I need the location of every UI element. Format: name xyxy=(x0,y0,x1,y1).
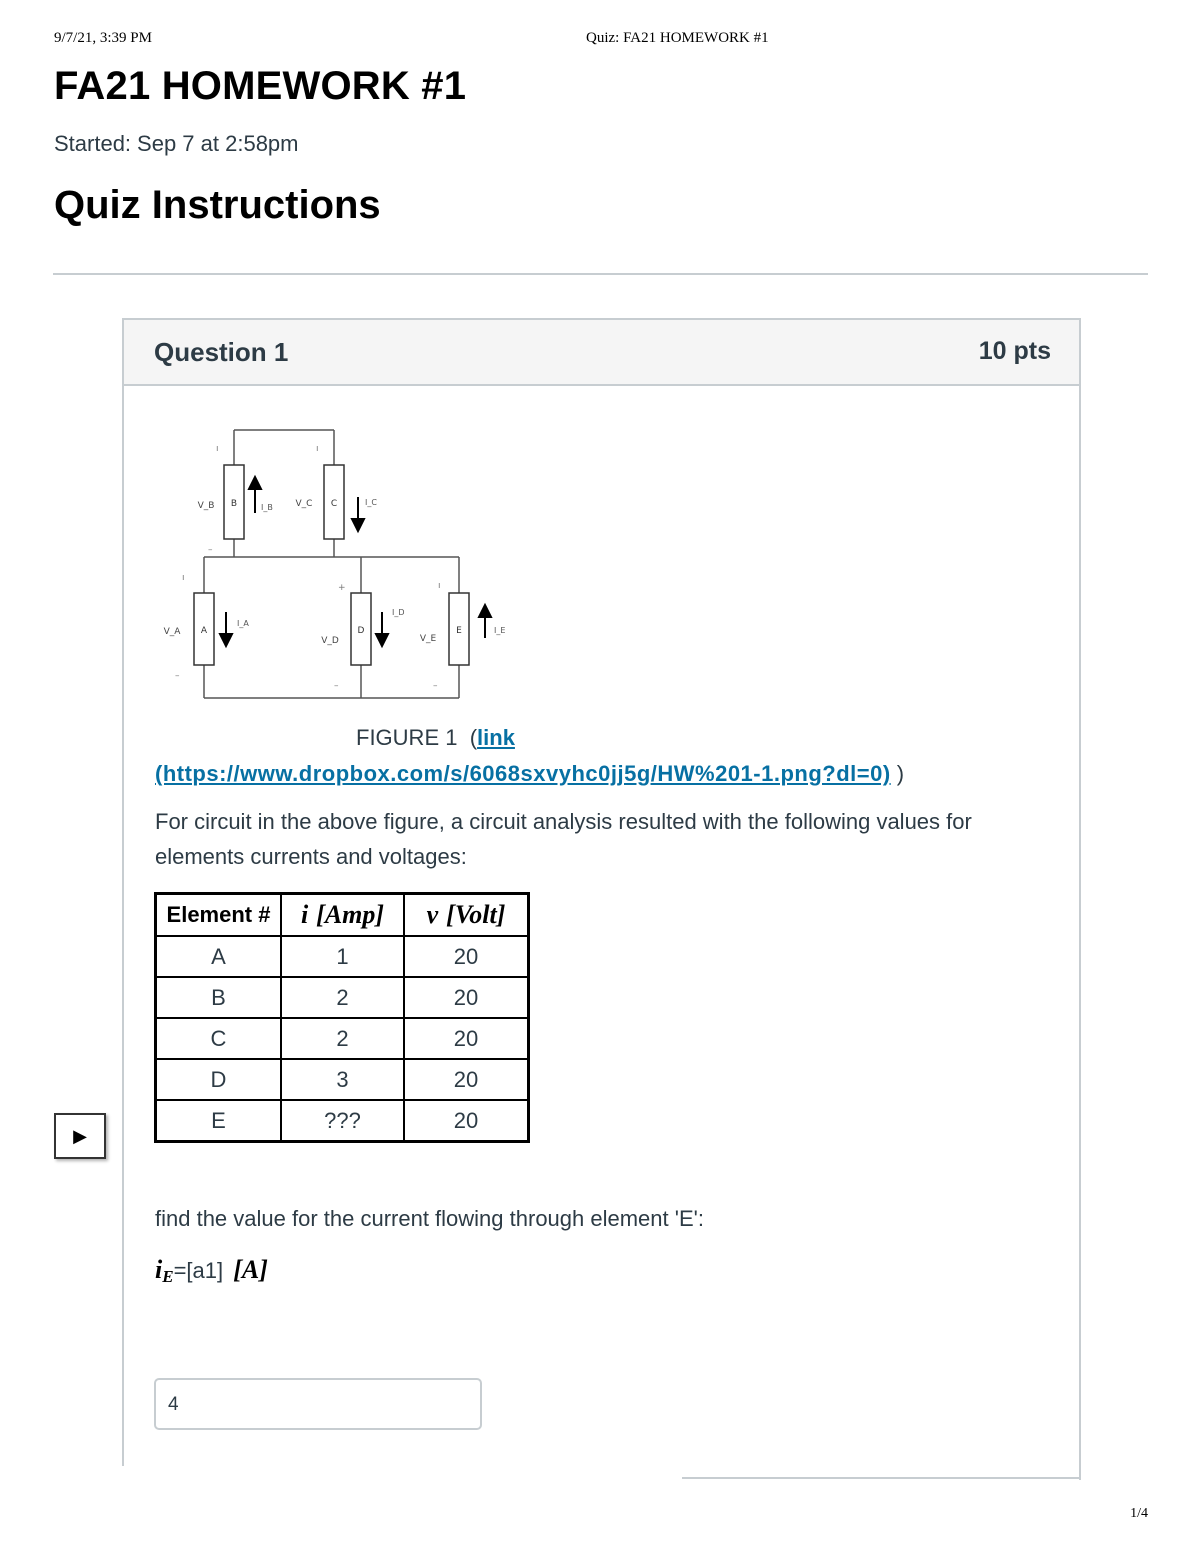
table-cell: 1 xyxy=(281,936,404,977)
voltage-label-c: V_C xyxy=(295,499,313,509)
answer-formula xyxy=(155,1255,268,1287)
card-bottom-border xyxy=(682,1477,1079,1479)
table-cell: 20 xyxy=(404,1100,529,1142)
current-label-c: I_C xyxy=(365,498,377,507)
table-cell: 20 xyxy=(404,936,529,977)
voltage-label-b: V_B xyxy=(197,501,215,511)
current-label-d: I_D xyxy=(392,608,405,617)
question-prompt: find the value for the current flowing through element 'E': xyxy=(155,1206,704,1231)
formula-variable: i xyxy=(155,1255,163,1284)
table-cell: 3 xyxy=(281,1059,404,1100)
figure-caption: FIGURE 1 (link (https://www.dropbox.com/s/6068sxvyhc0jj5g/HW%201-1.png?dl=0) ) xyxy=(155,725,905,786)
table-cell: B xyxy=(156,977,282,1018)
figure-link-url[interactable]: (https://www.dropbox.com/s/6068sxvyhc0jj5g/HW%201-1.png?dl=0) xyxy=(155,761,891,786)
table-cell: C xyxy=(156,1018,282,1059)
table-row xyxy=(156,1018,529,1059)
formula-placeholder: =[a1] xyxy=(173,1258,224,1283)
label-c: C xyxy=(330,499,338,509)
formula-subscript: E xyxy=(162,1267,174,1286)
values-table xyxy=(154,892,530,1143)
svg-text:–: – xyxy=(175,671,180,681)
table-cell: 20 xyxy=(404,977,529,1018)
svg-text:–: – xyxy=(208,545,213,555)
svg-text:ı: ı xyxy=(216,444,219,454)
table-row xyxy=(156,936,529,977)
table-cell: E xyxy=(156,1100,282,1142)
question-header xyxy=(124,320,1079,386)
print-title: Quiz: FA21 HOMEWORK #1 xyxy=(586,30,769,46)
question-points: 10 pts xyxy=(978,337,1051,365)
table-cell: D xyxy=(156,1059,282,1100)
header-current: i [Amp] xyxy=(281,894,404,937)
header-element: Element # xyxy=(156,894,282,937)
label-b: B xyxy=(230,499,238,509)
svg-text:ı: ı xyxy=(316,444,319,454)
instructions-heading: Quiz Instructions xyxy=(54,183,381,227)
svg-text:–: – xyxy=(334,681,339,691)
started-label: Started: xyxy=(54,131,132,156)
svg-text:–: – xyxy=(433,681,438,691)
page-title: FA21 HOMEWORK #1 xyxy=(54,64,467,108)
voltage-label-e: V_E xyxy=(419,634,437,644)
play-button[interactable] xyxy=(54,1113,106,1159)
print-header xyxy=(54,30,1146,50)
label-a: A xyxy=(200,626,208,636)
header-voltage: v [Volt] xyxy=(404,894,529,937)
circuit-diagram xyxy=(154,415,534,715)
table-cell: A xyxy=(156,936,282,977)
question-card xyxy=(122,318,1081,1480)
label-d: D xyxy=(357,626,365,636)
svg-text:ı: ı xyxy=(438,581,441,591)
table-cell: 20 xyxy=(404,1059,529,1100)
started-value: Sep 7 at 2:58pm xyxy=(137,131,299,156)
current-label-a: I_A xyxy=(237,619,249,628)
started-info xyxy=(54,131,305,157)
question-intro: For circuit in the above figure, a circuit analysis resulted with the following values for elements currents and voltages: xyxy=(155,809,972,869)
label-e: E xyxy=(456,626,462,636)
answer-input[interactable]: 4 xyxy=(154,1378,482,1430)
current-label-b: I_B xyxy=(261,503,273,512)
svg-text:ı: ı xyxy=(182,573,185,583)
current-label-e: I_E xyxy=(494,626,506,635)
table-row xyxy=(156,977,529,1018)
formula-unit: [A] xyxy=(233,1255,268,1284)
table-header-row xyxy=(156,894,529,937)
divider xyxy=(53,273,1148,275)
voltage-label-a: V_A xyxy=(163,627,181,637)
svg-text:+: + xyxy=(338,583,346,593)
question-name: Question 1 xyxy=(154,337,289,367)
table-row xyxy=(156,1059,529,1100)
page-number: 1/4 xyxy=(1130,1506,1148,1521)
figure-caption-text: FIGURE 1 xyxy=(356,725,458,750)
table-cell: ??? xyxy=(281,1100,404,1142)
play-icon: ▶ xyxy=(73,1125,87,1146)
table-cell: 2 xyxy=(281,1018,404,1059)
figure-link[interactable]: link xyxy=(477,725,515,750)
table-cell: 2 xyxy=(281,977,404,1018)
voltage-label-d: V_D xyxy=(321,636,339,646)
table-row xyxy=(156,1100,529,1142)
table-cell: 20 xyxy=(404,1018,529,1059)
print-date: 9/7/21, 3:39 PM xyxy=(54,30,152,46)
